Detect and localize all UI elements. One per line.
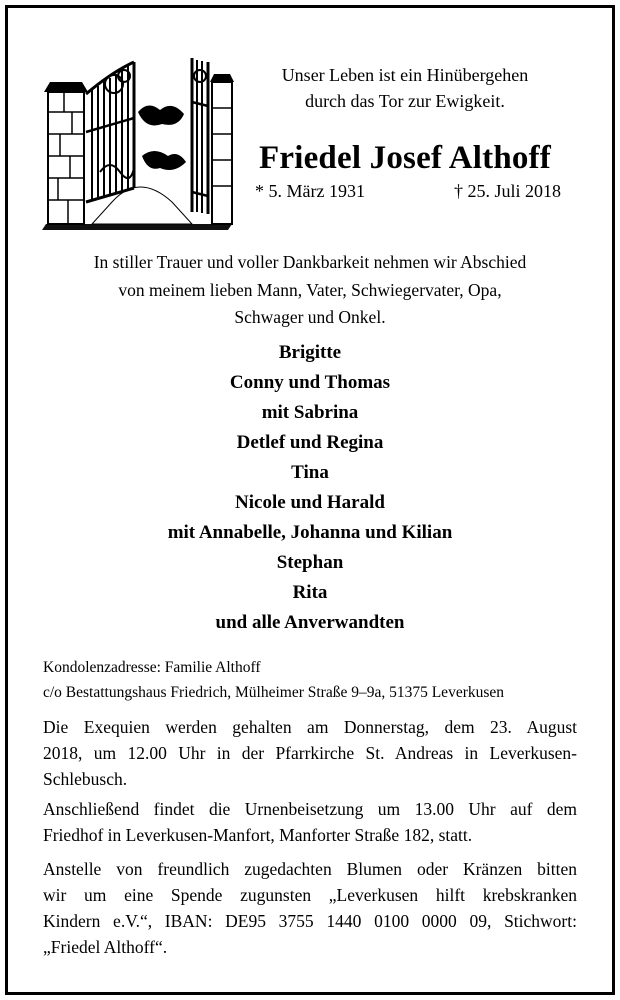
exequies-paragraph — [43, 714, 577, 792]
mourner-line: Rita — [292, 582, 328, 603]
mourner-line: Conny und Thomas — [229, 372, 391, 393]
paragraph-line: Schlebusch. — [43, 769, 128, 789]
quote-line: Unser Leben ist ein Hinübergehen — [281, 65, 529, 85]
birth-date: * 5. März 1931 — [255, 181, 365, 201]
deceased-name: Friedel Josef Althoff — [259, 140, 551, 176]
condolence-line: c/o Bestattungshaus Friedrich, Mülheimer Straße 9–9a, 51375 Leverkusen — [43, 684, 505, 701]
paragraph-line: Die Exequien werden gehalten am Donnerstag, dem 23. August — [43, 717, 577, 737]
paragraph-line: Friedhof in Leverkusen-Manfort, Manforter Straße 182, statt. — [43, 825, 473, 845]
quote-line: durch das Tor zur Ewigkeit. — [305, 91, 505, 111]
paragraph-line: „Friedel Althoff“. — [43, 937, 168, 957]
paragraph-line: Kindern e.V.“, IBAN: DE95 3755 1440 0100 0000 09, Stichwort: — [43, 911, 577, 931]
condolence-address — [43, 655, 583, 705]
farewell-line: von meinem lieben Mann, Vater, Schwiegervater, Opa, — [118, 279, 502, 300]
farewell-text — [30, 249, 590, 332]
paragraph-line: wir um eine Spende zugunsten „Leverkusen hilft krebskranken — [43, 885, 577, 905]
open-gate-illustration — [42, 52, 236, 230]
paragraph-line: Anstelle von freundlich zugedachten Blumen oder Kränzen bitten — [43, 859, 577, 879]
mourner-line: Tina — [291, 462, 329, 483]
death-date: † 25. Juli 2018 — [453, 181, 561, 201]
mourner-line: Detlef und Regina — [236, 432, 384, 453]
epigraph-quote — [240, 62, 570, 114]
burial-paragraph — [43, 796, 577, 848]
condolence-line: Kondolenzadresse: Familie Althoff — [43, 659, 261, 676]
mourner-line: und alle Anverwandten — [215, 612, 405, 633]
paragraph-line: 2018, um 12.00 Uhr in der Pfarrkirche St. Andreas in Leverkusen- — [43, 743, 577, 763]
farewell-line: In stiller Trauer und voller Dankbarkeit nehmen wir Abschied — [93, 252, 527, 272]
donation-paragraph — [43, 856, 577, 960]
mourner-line: Stephan — [276, 552, 344, 573]
mourners-list — [30, 338, 590, 638]
mourner-line: Brigitte — [278, 342, 342, 363]
mourner-line: Nicole und Harald — [235, 492, 385, 513]
farewell-line: Schwager und Onkel. — [234, 307, 386, 327]
mourner-line: mit Annabelle, Johanna und Kilian — [167, 522, 453, 543]
paragraph-line: Anschließend findet die Urnenbeisetzung um 13.00 Uhr auf dem — [43, 799, 577, 819]
mourner-line: mit Sabrina — [261, 402, 359, 423]
